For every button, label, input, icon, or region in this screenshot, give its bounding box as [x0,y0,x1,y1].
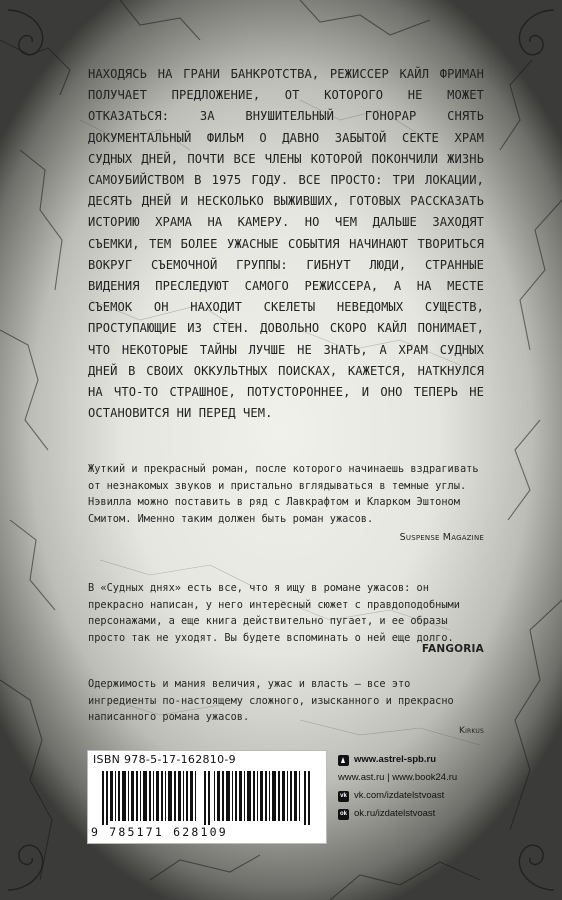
vk-icon: vk [338,791,349,802]
publisher-info [338,751,508,823]
vk-link[interactable]: vk.com/izdatelstvoast [354,790,445,801]
ok-row[interactable] [338,805,508,823]
review-text: Одержимость и мания величия, ужас и власть — все это ингредиенты по-настоящему сложного, изысканного и прекрасно написанного романа ужасов. [88,678,454,724]
isbn-label: ISBN 978-5-17-162810-9 [93,753,236,766]
review-quote-3 [88,676,484,726]
ok-link[interactable]: ok.ru/izdatelstvoast [354,808,436,819]
review-source-3: Kirkus [458,726,484,736]
publisher-sites-row[interactable] [338,769,508,787]
astrel-logo-icon [338,755,349,766]
review-quote-2 [88,580,484,646]
isbn-barcode [87,750,327,844]
barcode-digits: 9 785171 628109 [91,825,228,839]
review-text: В «Судных днях» есть все, что я ищу в романе ужасов: он прекрасно написан, у него интересный сюжет с правдоподобными персонажами, а еще книга действительно пугает, и ее образы просто так не уходят. Вы будете вспоминать о ней еще долго. [88,582,460,644]
vk-row[interactable] [338,787,508,805]
review-quote-1 [88,461,484,527]
book-synopsis: НАХОДЯСЬ НА ГРАНИ БАНКРОТСТВА, РЕЖИССЕР КАЙЛ ФРИМАН ПОЛУЧАЕТ ПРЕДЛОЖЕНИЕ, ОТ КОТОРОГО НЕ МОЖЕТ ОТКАЗАТЬСЯ: ЗА ВНУШИТЕЛЬНЫЙ ГОНОРАР СНЯТЬ ДОКУМЕНТАЛЬНЫЙ ФИЛЬМ О ДАВНО ЗАБЫТОЙ СЕКТЕ ХРАМ СУДНЫХ ДНЕЙ, ПОЧТИ ВСЕ ЧЛЕНЫ КОТОРОЙ ПОКОНЧИЛИ ЖИЗНЬ САМОУБИЙСТВОМ В 1975 ГОДУ. ВСЕ ПРОСТО: ТРИ ЛОКАЦИИ, ДЕСЯТЬ ДНЕЙ И НЕСКОЛЬКО ВЫЖИВШИХ, ГОТОВЫХ РАССКАЗАТЬ ИСТОРИЮ ХРАМА НА КАМЕРУ. НО ЧЕМ ДАЛЬШЕ ЗАХОДЯТ СЪЕМКИ, ТЕМ БОЛЕЕ УЖАСНЫЕ СОБЫТИЯ НАЧИНАЮТ ТВОРИТЬСЯ ВОКРУГ СЪЕМОЧНОЙ ГРУППЫ: ГИБНУТ ЛЮДИ, СТРАННЫЕ ВИДЕНИЯ ПРЕСЛЕДУЮТ САМОГО РЕЖИССЕРА, А НА МЕСТЕ СЪЕМОК ОН НАХОДИТ СКЕЛЕТЫ НЕВЕДОМЫХ СУЩЕСТВ, ПРОСТУПАЮЩИЕ ИЗ СТЕН. ДОВОЛЬНО СКОРО КАЙЛ ПОНИМАЕТ, ЧТО НЕКОТОРЫЕ ТАЙНЫ ЛУЧШЕ НЕ ЗНАТЬ, А ХРАМ СУДНЫХ ДНЕЙ В СВОИХ ОККУЛЬТНЫХ ПОИСКАХ, КАЖЕТСЯ, НАТКНУЛСЯ НА ЧТО-ТО СТРАШНОЕ, ПОТУСТОРОННЕЕ, И ОНО ТЕПЕРЬ НЕ ОСТАНОВИТСЯ НИ ПЕРЕД ЧЕМ. [88,67,484,421]
review-source-2: FANGORIA [421,643,484,655]
publisher-site-row[interactable] [338,751,508,769]
barcode-bars [102,771,314,825]
review-source-1: Suspense Magazine [399,532,484,543]
ok-icon: ok [338,809,349,820]
publisher-site-link[interactable]: www.astrel-spb.ru [354,754,436,765]
review-text: Жуткий и прекрасный роман, после которого начинаешь вздрагивать от незнакомых звуков и пристально вглядываться в темные углы. Нэвилла можно поставить в ряд с Лавкрафтом и Кларком Эштоном Смитом. Именно таким должен быть роман ужасов. [88,463,479,525]
publisher-sites-links[interactable]: www.ast.ru | www.book24.ru [338,772,458,783]
